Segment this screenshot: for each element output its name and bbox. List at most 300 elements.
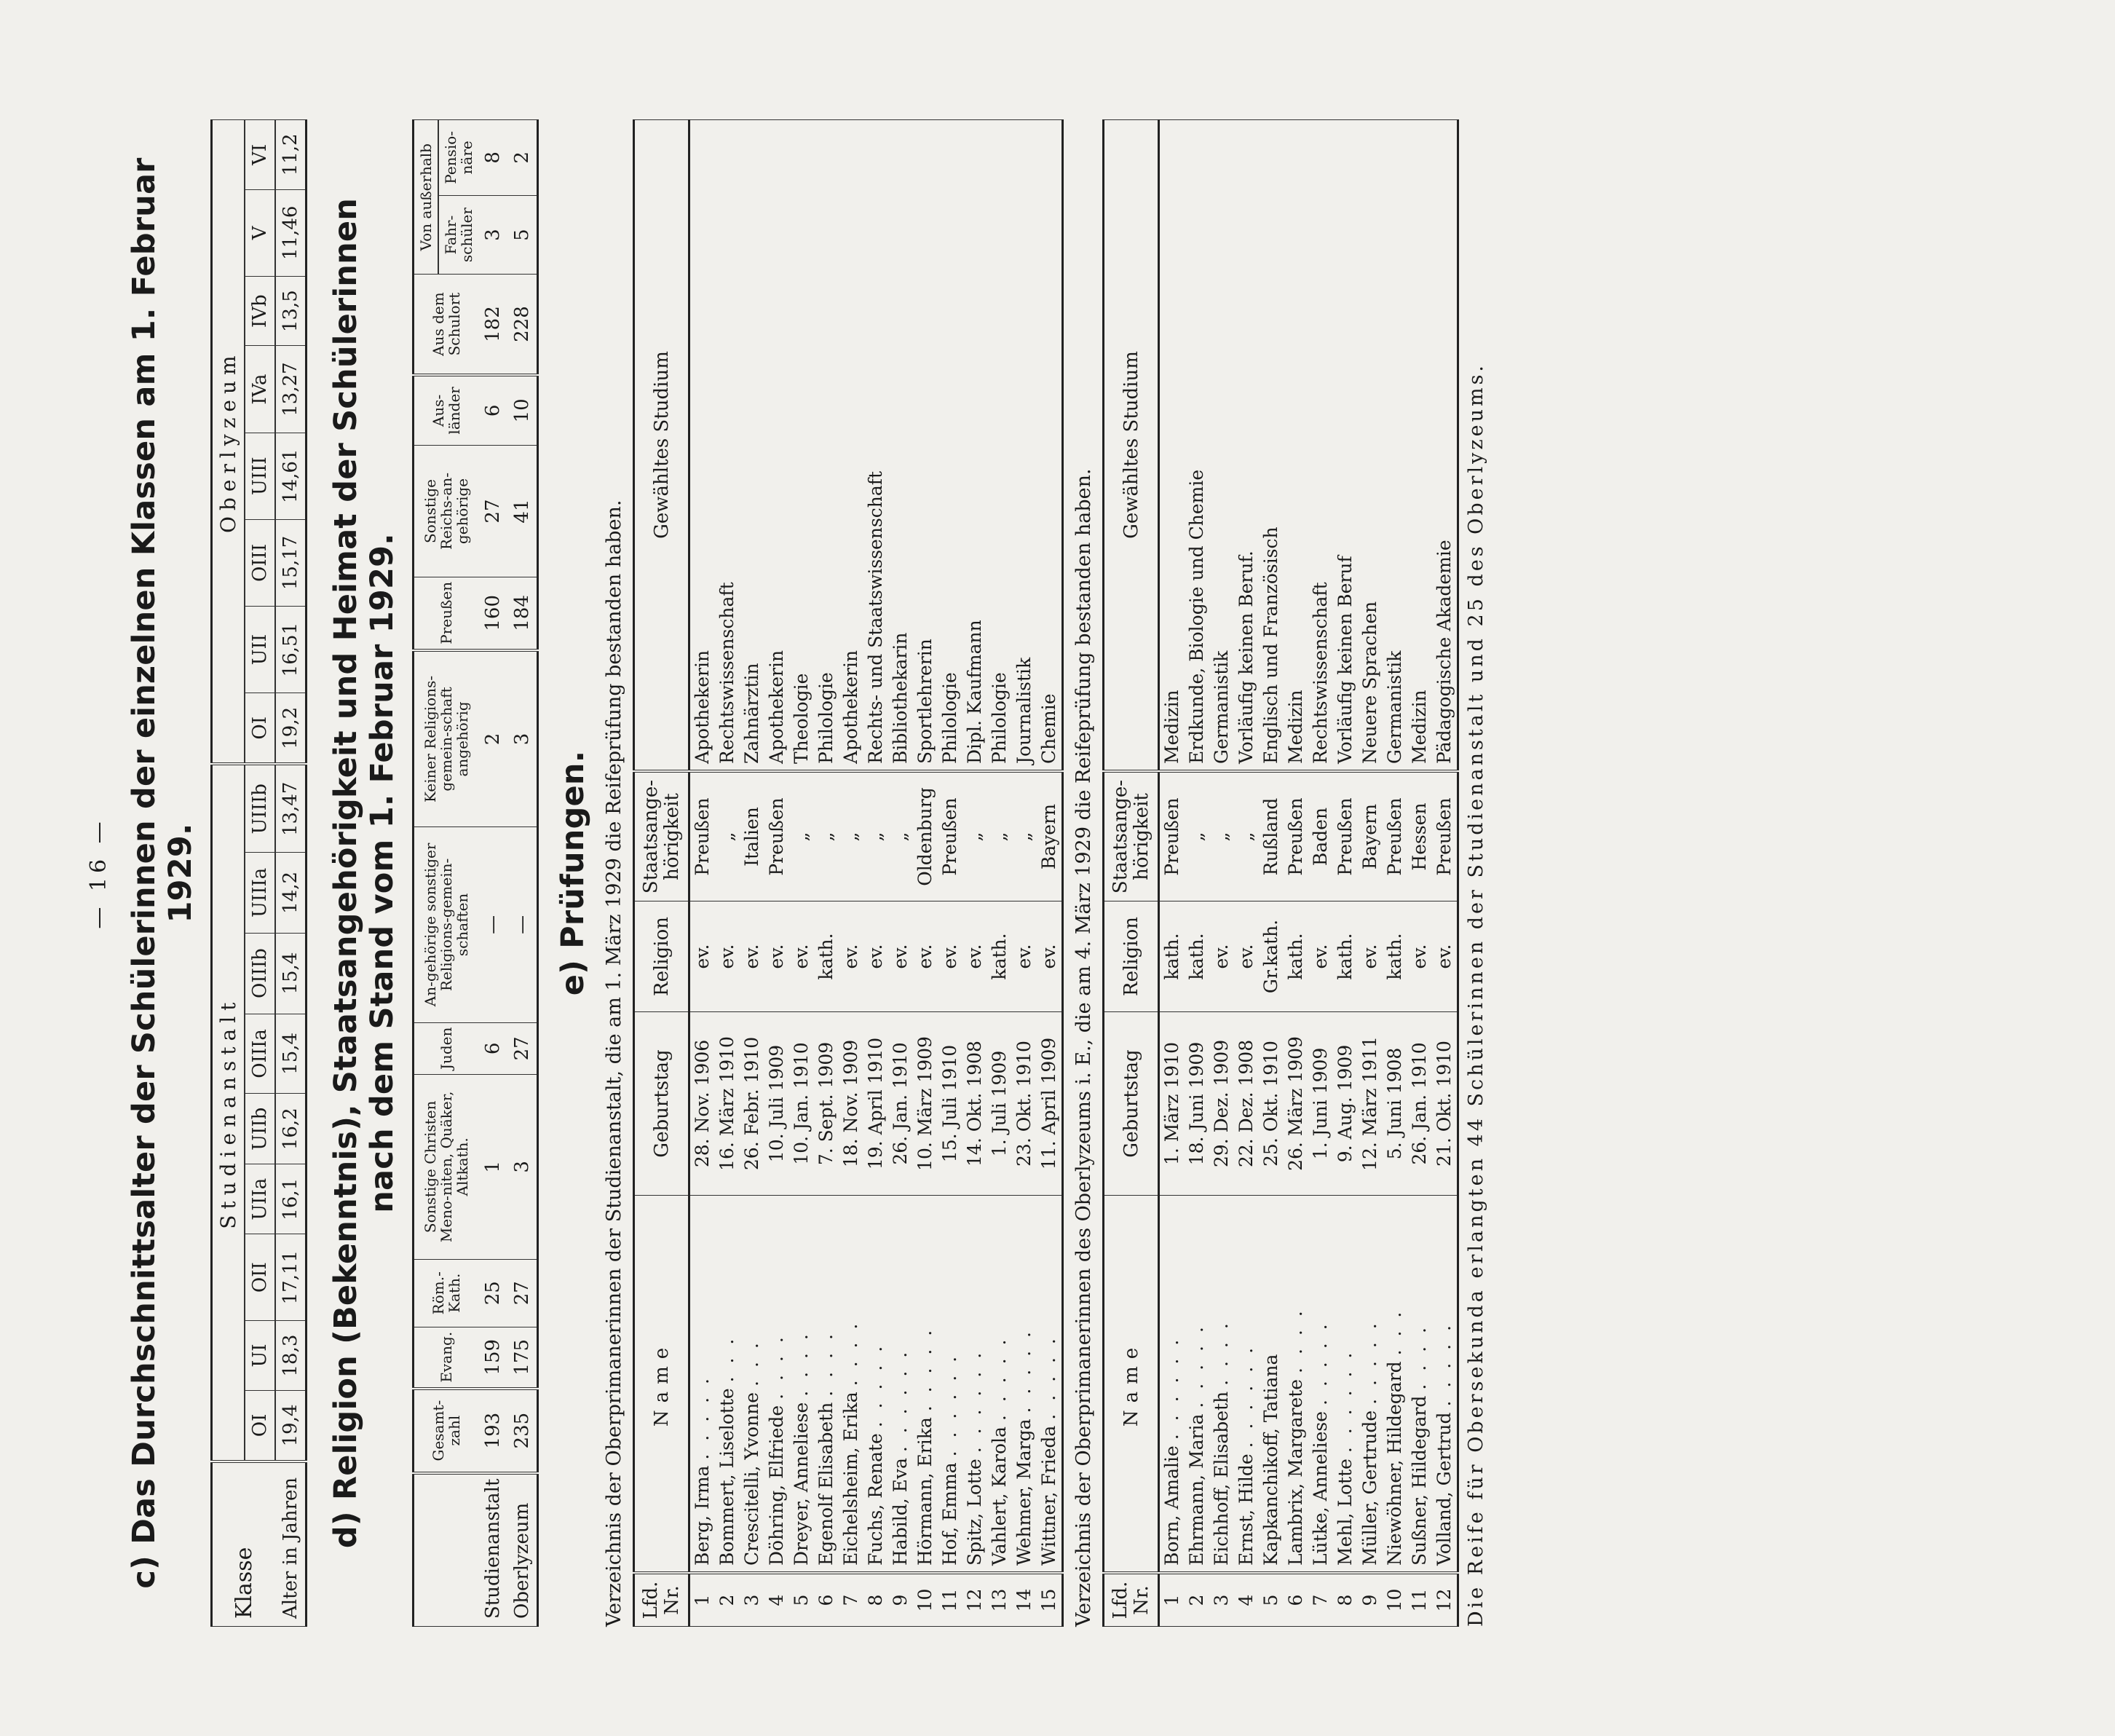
student-name-cell — [1259, 1196, 1284, 1574]
table-row — [839, 120, 863, 1627]
cell-value: 41 — [507, 446, 538, 577]
leader-dots: . . . . — [791, 1330, 813, 1397]
age-value-studienanstalt: 14,2 — [275, 853, 307, 933]
row-number: 2 — [715, 1573, 740, 1627]
student-name: Volland, Gertrud — [1434, 1412, 1455, 1566]
religion: kath. — [1333, 901, 1358, 1012]
cell-value: 175 — [507, 1327, 538, 1388]
student-name-cell — [913, 1196, 938, 1574]
birthday: 1. Juli 1909 — [987, 1012, 1012, 1196]
row-label-header — [414, 1473, 479, 1627]
row-number: 11 — [938, 1573, 962, 1627]
age-value-studienanstalt: 16,2 — [275, 1094, 307, 1164]
citizenship: Bayern — [1358, 771, 1383, 901]
student-name-cell — [938, 1196, 962, 1574]
row-number: 1 — [1159, 1573, 1185, 1627]
age-value-oberlyzeum: 16,51 — [275, 607, 307, 693]
religion: kath. — [814, 901, 839, 1012]
row-number: 2 — [1185, 1573, 1209, 1627]
birthday: 14. Okt. 1908 — [962, 1012, 987, 1196]
cell-value: 159 — [478, 1327, 507, 1388]
cell-value: 6 — [478, 375, 507, 446]
religion: ev. — [689, 901, 716, 1012]
header-pensionaere: Pensio-näre — [438, 120, 478, 196]
page-content — [86, 119, 1487, 1627]
row-number: 3 — [1209, 1573, 1234, 1627]
class-header-oberlyzeum: UIII — [245, 433, 275, 519]
row-number: 6 — [814, 1573, 839, 1627]
table-row — [715, 120, 740, 1627]
student-name: Lambrix, Margarete — [1285, 1378, 1307, 1566]
birthday: 5. Juni 1908 — [1383, 1012, 1407, 1196]
header-gewaehltes-studium: Gewähltes Studium — [634, 120, 689, 772]
birthday: 26. Jan. 1910 — [888, 1012, 913, 1196]
section-e-title: e) Prüfungen. — [555, 750, 591, 996]
birthday: 7. Sept. 1909 — [814, 1012, 839, 1196]
section-c-title: c) Das Durchschnittsalter der Schülerinnen der einzelnen Klassen am 1. Februar 1929. — [126, 157, 199, 1589]
header-roem-kath: Röm.-Kath. — [414, 1259, 479, 1327]
table-row — [1012, 120, 1037, 1627]
student-name: Fuchs, Renate — [865, 1433, 887, 1566]
citizenship: „ — [987, 771, 1012, 901]
age-value-oberlyzeum: 19,2 — [275, 693, 307, 765]
leader-dots: . . . . — [1211, 1319, 1233, 1386]
citizenship: Baden — [1308, 771, 1333, 901]
page-number: — 16 — — [86, 817, 111, 929]
citizenship: Italien — [740, 771, 764, 901]
class-header-studienanstalt: UI — [245, 1321, 275, 1391]
table-row — [1185, 120, 1209, 1627]
table-row — [689, 120, 716, 1627]
citizenship: „ — [1209, 771, 1234, 901]
citizenship: Preußen — [689, 771, 716, 901]
student-name-cell — [740, 1196, 764, 1574]
religion: ev. — [715, 901, 740, 1012]
section-d-title-line2: nach dem Stand vom 1. Februar 1929. — [364, 533, 400, 1213]
student-name-cell — [789, 1196, 814, 1574]
class-header-oberlyzeum: V — [245, 189, 275, 276]
age-value-studienanstalt: 19,4 — [275, 1390, 307, 1461]
age-value-oberlyzeum: 15,17 — [275, 519, 307, 606]
citizenship: „ — [839, 771, 863, 901]
birthday: 12. März 1911 — [1358, 1012, 1383, 1196]
row-number: 8 — [1333, 1573, 1358, 1627]
religion: ev. — [1234, 901, 1259, 1012]
age-value-oberlyzeum: 11,2 — [275, 120, 307, 190]
birthday: 26. Jan. 1910 — [1407, 1012, 1432, 1196]
header-name: Name — [1104, 1196, 1159, 1574]
chosen-study: Vorläufig keinen Beruf. — [1234, 120, 1259, 772]
religion: ev. — [913, 901, 938, 1012]
table-row — [1333, 120, 1358, 1627]
row-number: 12 — [1432, 1573, 1458, 1627]
student-name-cell — [1358, 1196, 1383, 1574]
religion: ev. — [740, 901, 764, 1012]
cell-value: — — [507, 827, 538, 1022]
age-value-studienanstalt: 18,3 — [275, 1321, 307, 1391]
student-name-cell — [1407, 1196, 1432, 1574]
student-name: Döhring, Elfriede — [766, 1405, 788, 1566]
header-staatsangehoerigkeit: Staatsange-hörigkeit — [1104, 771, 1159, 901]
header-preussen: Preußen — [414, 577, 479, 650]
student-name-cell — [1159, 1196, 1185, 1574]
citizenship: „ — [888, 771, 913, 901]
citizenship: Hessen — [1407, 771, 1432, 901]
student-name-cell — [814, 1196, 839, 1574]
leader-dots: . . . . — [766, 1333, 788, 1400]
table-row — [913, 120, 938, 1627]
row-number: 14 — [1012, 1573, 1037, 1627]
header-staatsangehoerigkeit: Staatsange-hörigkeit — [634, 771, 689, 901]
class-header-studienanstalt: UIIIb — [245, 764, 275, 852]
student-name: Mehl, Lotte — [1335, 1459, 1356, 1566]
citizenship: Preußen — [1432, 771, 1458, 901]
table-row — [478, 120, 507, 1627]
citizenship: „ — [1185, 771, 1209, 901]
chosen-study: Philologie — [814, 120, 839, 772]
chosen-study: Philologie — [987, 120, 1012, 772]
religion: ev. — [1037, 901, 1063, 1012]
leader-dots: . . . . . — [1038, 1335, 1060, 1420]
age-value-studienanstalt: 17,11 — [275, 1234, 307, 1321]
row-number: 7 — [1308, 1573, 1333, 1627]
row-label: Oberlyzeum — [507, 1473, 538, 1627]
row-number: 15 — [1037, 1573, 1063, 1627]
student-name: Egenolf Elisabeth — [815, 1402, 837, 1566]
student-name: Ehrmann, Maria — [1186, 1413, 1208, 1566]
birthday: 18. Juni 1909 — [1185, 1012, 1209, 1196]
birthday: 26. März 1909 — [1284, 1012, 1308, 1196]
student-name-cell — [1185, 1196, 1209, 1574]
student-name: Crescitelli, Yvonne — [741, 1392, 763, 1566]
birthday: 10. Juli 1909 — [764, 1012, 789, 1196]
birthday: 21. Okt. 1910 — [1432, 1012, 1458, 1196]
class-header-studienanstalt: OI — [245, 1390, 275, 1461]
birthday: 10. Jan. 1910 — [789, 1012, 814, 1196]
age-value-oberlyzeum: 11,46 — [275, 189, 307, 276]
table-row — [789, 120, 814, 1627]
class-header-oberlyzeum: OI — [245, 693, 275, 765]
table-row — [1037, 120, 1063, 1627]
student-name-cell — [689, 1196, 716, 1574]
chosen-study: Medizin — [1284, 120, 1308, 772]
chosen-study: Neuere Sprachen — [1358, 120, 1383, 772]
birthday: 26. Febr. 1910 — [740, 1012, 764, 1196]
citizenship: „ — [962, 771, 987, 901]
religion: ev. — [1012, 901, 1037, 1012]
cell-value: 8 — [478, 120, 507, 196]
student-name: Berg, Irma — [692, 1465, 713, 1566]
student-name-cell — [1209, 1196, 1234, 1574]
chosen-study: Vorläufig keinen Beruf — [1333, 120, 1358, 772]
class-header-studienanstalt: OIIIa — [245, 1014, 275, 1093]
birthday: 19. April 1910 — [863, 1012, 888, 1196]
student-name-cell — [1037, 1196, 1063, 1574]
student-name-cell — [1284, 1196, 1308, 1574]
birthday: 15. Juli 1910 — [938, 1012, 962, 1196]
chosen-study: Dipl. Kaufmann — [962, 120, 987, 772]
leader-dots: . . . . . — [865, 1342, 887, 1428]
cell-value: 3 — [478, 195, 507, 275]
header-geburtstag: Geburtstag — [634, 1012, 689, 1196]
religion: ev. — [1358, 901, 1383, 1012]
cell-value: 27 — [478, 446, 507, 577]
religion: ev. — [1308, 901, 1333, 1012]
list-2-caption: Verzeichnis der Oberprimanerinnen des Oberlyzeums i. E., die am 4. März 1929 die Reifeprüfung bestanden haben. — [1072, 468, 1096, 1627]
citizenship: Preußen — [1284, 771, 1308, 901]
student-name-cell — [764, 1196, 789, 1574]
cell-value: 228 — [507, 275, 538, 375]
table-row — [1259, 120, 1284, 1627]
age-value-studienanstalt: 15,4 — [275, 1014, 307, 1093]
chosen-study: Apothekerin — [764, 120, 789, 772]
age-value-studienanstalt: 15,4 — [275, 933, 307, 1014]
row-number: 13 — [987, 1573, 1012, 1627]
header-juden: Juden — [414, 1022, 479, 1074]
table-row — [1358, 120, 1383, 1627]
table-row — [1383, 120, 1407, 1627]
religion: ev. — [1432, 901, 1458, 1012]
klasse-header: Klasse — [212, 1461, 276, 1627]
leader-dots: . . . . — [815, 1330, 837, 1397]
header-religion: Religion — [634, 901, 689, 1012]
leader-dots: . . . . . . — [939, 1352, 961, 1457]
student-name-cell — [839, 1196, 863, 1574]
cell-value: 3 — [507, 650, 538, 827]
cell-value: 27 — [507, 1022, 538, 1074]
chosen-study: Zahnärztin — [740, 120, 764, 772]
birthday: 23. Okt. 1910 — [1012, 1012, 1037, 1196]
chosen-study: Chemie — [1037, 120, 1063, 772]
header-aus-dem-schulort: Aus dem Schulort — [414, 275, 479, 375]
table-row — [507, 120, 538, 1627]
chosen-study: Rechtswissenschaft — [1308, 120, 1333, 772]
table-row — [764, 120, 789, 1627]
header-sonstige-christen: Sonstige Christen Meno-niten, Quäker, Altkath. — [414, 1075, 479, 1260]
religion: ev. — [839, 901, 863, 1012]
birthday: 1. Juni 1909 — [1308, 1012, 1333, 1196]
class-header-studienanstalt: OIIIb — [245, 933, 275, 1014]
leader-dots: . . . . . — [914, 1326, 936, 1412]
religion: ev. — [938, 901, 962, 1012]
header-gewaehltes-studium: Gewähltes Studium — [1104, 120, 1159, 772]
birthday: 28. Nov. 1906 — [689, 1012, 716, 1196]
cell-value: — — [478, 827, 507, 1022]
row-number: 4 — [1234, 1573, 1259, 1627]
birthday: 11. April 1909 — [1037, 1012, 1063, 1196]
religion: kath. — [1383, 901, 1407, 1012]
religion: kath. — [987, 901, 1012, 1012]
religion: ev. — [1407, 901, 1432, 1012]
cell-value: 2 — [478, 650, 507, 827]
cell-value: 27 — [507, 1259, 538, 1327]
class-header-oberlyzeum: IVa — [245, 346, 275, 433]
student-name-cell — [962, 1196, 987, 1574]
row-label: Studienanstalt — [478, 1473, 507, 1627]
student-name: Dreyer, Anneliese — [791, 1402, 813, 1566]
table-row — [987, 120, 1012, 1627]
cell-value: 2 — [507, 120, 538, 196]
citizenship: Preußen — [1383, 771, 1407, 901]
header-keiner-religionsgemeinschaft: Keiner Religions-gemein-schaft angehörig — [414, 650, 479, 827]
birthday: 29. Dez. 1909 — [1209, 1012, 1234, 1196]
chosen-study: Rechtswissenschaft — [715, 120, 740, 772]
student-name-cell — [1012, 1196, 1037, 1574]
row-number: 7 — [839, 1573, 863, 1627]
chosen-study: Sportlehrerin — [913, 120, 938, 772]
birthday: 16. März 1910 — [715, 1012, 740, 1196]
student-name: Müller, Gertrude — [1359, 1410, 1381, 1566]
leader-dots: . . . — [1384, 1308, 1406, 1356]
religion: kath. — [1185, 901, 1209, 1012]
student-name: Eichhoff, Elisabeth — [1211, 1391, 1233, 1566]
cell-value: 25 — [478, 1259, 507, 1327]
birthday: 18. Nov. 1909 — [839, 1012, 863, 1196]
age-value-oberlyzeum: 13,27 — [275, 346, 307, 433]
class-header-oberlyzeum: OIII — [245, 519, 275, 606]
cell-value: 6 — [478, 1022, 507, 1074]
birthday: 22. Dez. 1908 — [1234, 1012, 1259, 1196]
cell-value: 193 — [478, 1389, 507, 1473]
student-name: Lütke, Anneliese — [1310, 1410, 1332, 1566]
citizenship: Oldenburg — [913, 771, 938, 901]
cell-value: 1 — [478, 1075, 507, 1260]
row-number: 12 — [962, 1573, 987, 1627]
religion: ev. — [764, 901, 789, 1012]
student-name-cell — [1308, 1196, 1333, 1574]
list-1-caption: Verzeichnis der Oberprimanerinnen der Studienanstalt, die am 1. März 1929 die Reifeprüfung bestanden haben. — [603, 500, 625, 1627]
age-value-oberlyzeum: 14,61 — [275, 433, 307, 519]
student-name: Wehmer, Marga — [1013, 1419, 1035, 1566]
student-name: Eichelsheim, Erika — [840, 1392, 862, 1566]
student-name: Niewöhner, Hildegard — [1384, 1361, 1406, 1566]
row-number: 4 — [764, 1573, 789, 1627]
citizenship: „ — [715, 771, 740, 901]
leader-dots: . . . . . — [692, 1375, 713, 1460]
class-header-studienanstalt: UIIIa — [245, 853, 275, 933]
birthday: 1. März 1910 — [1159, 1012, 1185, 1196]
leader-dots: . . . . — [1285, 1307, 1307, 1373]
table-row — [1284, 120, 1308, 1627]
cell-value: 3 — [507, 1075, 538, 1260]
class-header-oberlyzeum: IVb — [245, 276, 275, 346]
cell-value: 182 — [478, 275, 507, 375]
class-header-studienanstalt: OII — [245, 1234, 275, 1321]
cell-value: 5 — [507, 195, 538, 275]
birthday: 9. Aug. 1909 — [1333, 1012, 1358, 1196]
header-religion: Religion — [1104, 901, 1159, 1012]
table-row — [1234, 120, 1259, 1627]
header-sonstige-reichsangehoerige: Sonstige Reichs-an-gehörige — [414, 446, 479, 577]
leader-dots: . . . . — [1409, 1324, 1431, 1390]
class-header-studienanstalt: UIIa — [245, 1164, 275, 1234]
chosen-study: Philologie — [938, 120, 962, 772]
section-d-title-line1: d) Religion (Bekenntnis), Staatsangehörigkeit und Heimat der Schülerinnen — [328, 197, 364, 1549]
student-name-cell — [1432, 1196, 1458, 1574]
row-number: 8 — [863, 1573, 888, 1627]
header-lfd-nr: Lfd. Nr. — [634, 1573, 689, 1627]
table-row — [1407, 120, 1432, 1627]
leader-dots: . . . . . . — [1236, 1344, 1257, 1448]
leader-dots: . . . . . — [989, 1335, 1011, 1421]
header-geburtstag: Geburtstag — [1104, 1012, 1159, 1196]
chosen-study: Pädagogische Akademie — [1432, 120, 1458, 772]
leader-dots: . . . . . — [1013, 1328, 1035, 1413]
table-row — [1432, 120, 1458, 1627]
chosen-study: Bibliothekarin — [888, 120, 913, 772]
student-name: Bommert, Liselotte — [716, 1388, 738, 1566]
exam-list-oberlyzeum — [1102, 119, 1459, 1627]
header-sonstige-religionsgemeinschaften: An-gehörige sonstiger Religions-gemein-schaften — [414, 827, 479, 1022]
cell-value: 184 — [507, 577, 538, 650]
exam-list-studienanstalt — [633, 119, 1064, 1627]
student-name: Habild, Eva — [890, 1458, 912, 1566]
class-header-oberlyzeum: VI — [245, 120, 275, 190]
citizenship: Rußland — [1259, 771, 1284, 901]
citizenship: „ — [1012, 771, 1037, 901]
student-name: Sußner, Hildegard — [1409, 1395, 1431, 1566]
student-name: Kapkanchikoff, Tatiana — [1260, 1354, 1282, 1566]
section-d-title — [328, 119, 400, 1627]
leader-dots: . . . . . . — [964, 1349, 986, 1453]
citizenship: Preußen — [938, 771, 962, 901]
birthday: 25. Okt. 1910 — [1259, 1012, 1284, 1196]
row-number: 6 — [1284, 1573, 1308, 1627]
age-value-studienanstalt: 16,1 — [275, 1164, 307, 1234]
religion: ev. — [962, 901, 987, 1012]
student-name: Wittner, Frieda — [1038, 1425, 1060, 1566]
row-number: 3 — [740, 1573, 764, 1627]
row-number: 5 — [789, 1573, 814, 1627]
birthday: 10. März 1909 — [913, 1012, 938, 1196]
student-name-cell — [1383, 1196, 1407, 1574]
religion: kath. — [1159, 901, 1185, 1012]
age-row-label: Alter in Jahren — [275, 1461, 307, 1627]
student-name: Ernst, Hilde — [1236, 1453, 1257, 1566]
citizenship: „ — [863, 771, 888, 901]
header-fahrschueler: Fahr-schüler — [438, 195, 478, 275]
religion: kath. — [1284, 901, 1308, 1012]
religion: ev. — [888, 901, 913, 1012]
chosen-study: Germanistik — [1209, 120, 1234, 772]
student-name: Vahlert, Karola — [989, 1427, 1011, 1566]
chosen-study: Erdkunde, Biologie und Chemie — [1185, 120, 1209, 772]
chosen-study: Rechts- und Staatswissenschaft — [863, 120, 888, 772]
class-header-studienanstalt: UIIb — [245, 1094, 275, 1164]
header-gesamtzahl: Gesamt-zahl — [414, 1389, 479, 1473]
chosen-study: Theologie — [789, 120, 814, 772]
table-row — [938, 120, 962, 1627]
student-name: Hof, Emma — [939, 1462, 961, 1566]
age-value-studienanstalt: 13,47 — [275, 764, 307, 852]
age-value-oberlyzeum: 13,5 — [275, 276, 307, 346]
leader-dots: . . . . . — [1434, 1321, 1455, 1407]
row-number: 9 — [888, 1573, 913, 1627]
header-lfd-nr: Lfd. Nr. — [1104, 1573, 1159, 1627]
group-oberlyzeum: Oberlyzeum — [212, 120, 245, 765]
header-name: Name — [634, 1196, 689, 1574]
row-number: 11 — [1407, 1573, 1432, 1627]
table-row — [1159, 120, 1185, 1627]
chosen-study: Germanistik — [1383, 120, 1407, 772]
student-name-cell — [888, 1196, 913, 1574]
chosen-study: Apothekerin — [689, 120, 716, 772]
religion: Gr.kath. — [1259, 901, 1284, 1012]
student-name-cell — [715, 1196, 740, 1574]
row-number: 5 — [1259, 1573, 1284, 1627]
table-row — [1308, 120, 1333, 1627]
student-name: Spitz, Lotte — [964, 1459, 986, 1566]
